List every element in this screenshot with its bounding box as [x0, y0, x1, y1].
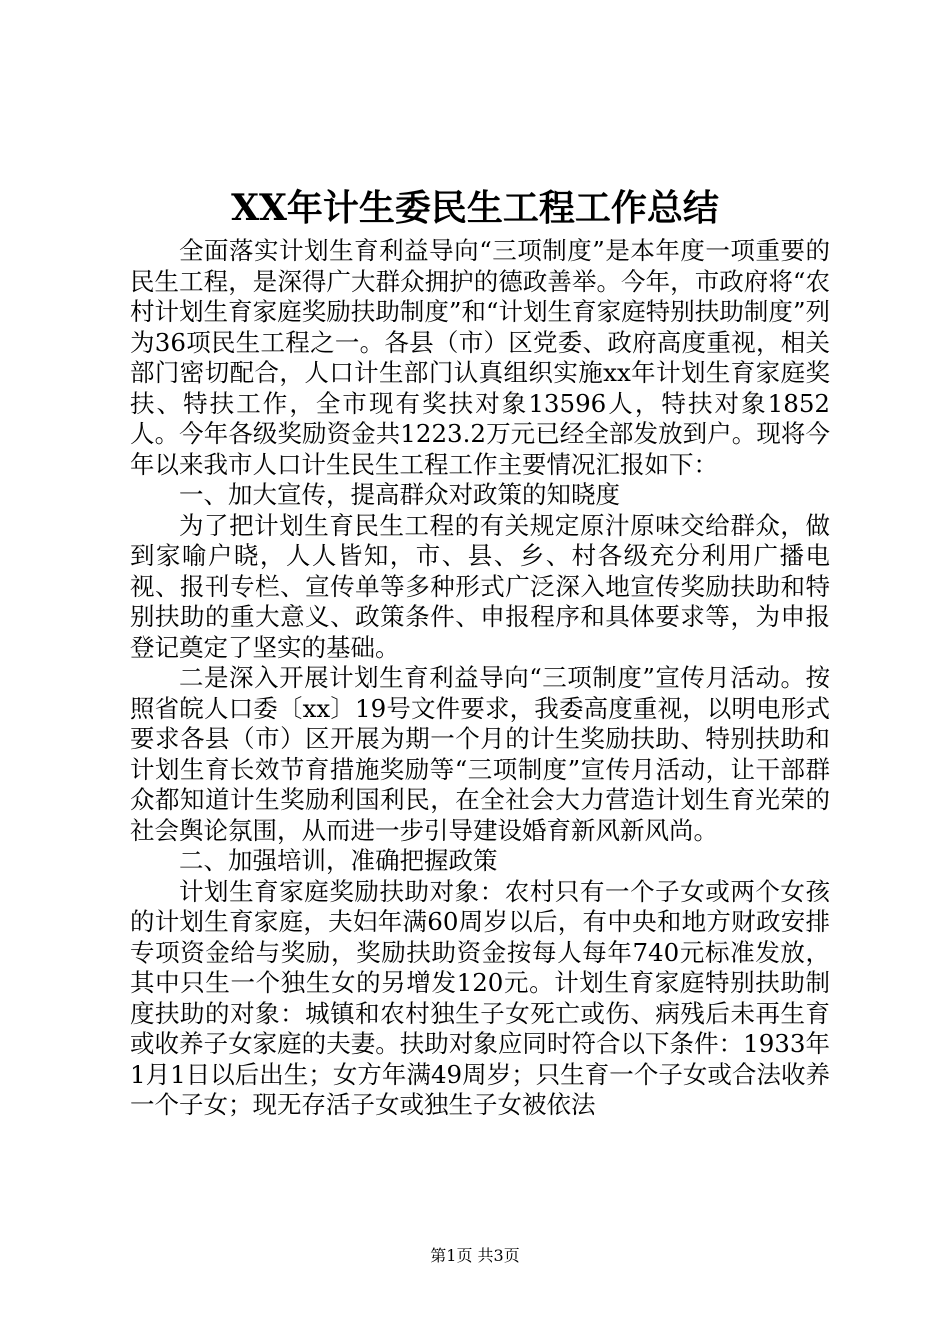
page-number-footer: 第1页 共3页	[430, 1246, 520, 1265]
section-heading: 二、加强培训，准确把握政策	[179, 846, 498, 875]
body-paragraph: 二是深入开展计划生育利益导向“三项制度”宣传月活动。按照省皖人口委〔xx〕19号文件要求，我委高度重视，以明电形式要求各县（市）区开展为期一个月的计生奖励扶助、特别扶助和计划生育长效节育措施奖励等“三项制度”宣传月活动，让干部群众都知道计生奖励利国利民，在全社会大力营造计划生育光荣的社会舆论氛围，从而进一步引导建设婚育新风新风尚。	[130, 663, 830, 845]
body-paragraph: 为了把计划生育民生工程的有关规定原汁原味交给群众，做到家喻户晓，人人皆知，市、县、乡、村各级充分利用广播电视、报刊专栏、宣传单等多种形式广泛深入地宣传奖励扶助和特别扶助的重大意义、政策条件、申报程序和具体要求等，为申报登记奠定了坚实的基础。	[130, 510, 830, 662]
document-body	[130, 236, 830, 1121]
section-heading: 一、加大宣传，提高群众对政策的知晓度	[179, 480, 620, 509]
document-title: XX年计生委民生工程工作总结	[231, 187, 719, 229]
body-paragraph: 全面落实计划生育利益导向“三项制度”是本年度一项重要的民生工程，是深得广大群众拥护的德政善举。今年，市政府将“农村计划生育家庭奖励扶助制度”和“计划生育家庭特别扶助制度”列为36项民生工程之一。各县（市）区党委、政府高度重视，相关部门密切配合，人口计生部门认真组织实施xx年计划生育家庭奖扶、特扶工作，全市现有奖扶对象13596人，特扶对象1852人。今年各级奖励资金共1223.2万元已经全部发放到户。现将今年以来我市人口计生民生工程工作主要情况汇报如下：	[130, 236, 830, 479]
body-paragraph: 计划生育家庭奖励扶助对象：农村只有一个子女或两个女孩的计划生育家庭，夫妇年满60周岁以后，有中央和地方财政安排专项资金给与奖励，奖励扶助资金按每人每年740元标准发放，其中只生一个独生女的另增发120元。计划生育家庭特别扶助制度扶助的对象：城镇和农村独生子女死亡或伤、病残后未再生育或收养子女家庭的夫妻。扶助对象应同时符合以下条件：1933年1月1日以后出生；女方年满49周岁；只生育一个子女或合法收养一个子女；现无存活子女或独生子女被依法	[130, 876, 830, 1119]
